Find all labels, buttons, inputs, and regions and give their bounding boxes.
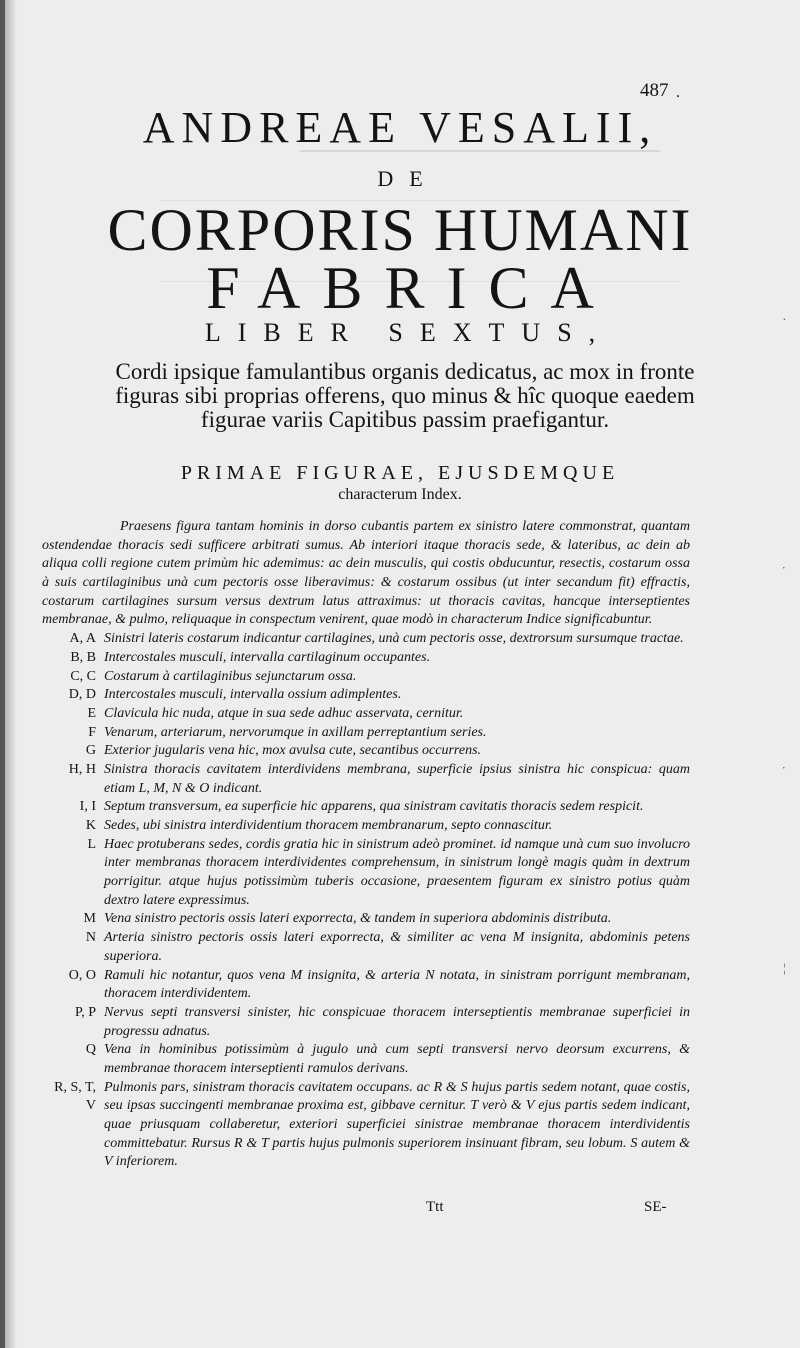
entry-key: D, D [68,687,96,703]
index-entry [42,1041,690,1078]
entry-text: Clavicula hic nuda, atque in sua sede adhuc asservata, cernitur. [104,705,464,721]
title-liber: LIBER SEXTUS, [204,318,613,347]
entry-text: Septum transversum, ea superficie hic apparens, qua sinistram cavitatis thoracis sedem respicit. [104,799,644,815]
entry-text: Nervus septi transversi sinister, hic conspicuae thoracem interseptientis membranae superficiei in progressu adnatus. [104,1004,690,1039]
entry-key: M [83,911,96,927]
page-number-mark: . [676,84,680,101]
title-main: CORPORIS HUMANI [107,197,693,263]
entry-text: Sedes, ubi sinistra interdividentium thoracem membranarum, septo connascitur. [104,818,553,833]
index-entry [42,630,690,649]
title-de: DE [377,166,439,191]
entry-key: F [88,724,96,740]
index-entry [42,668,690,687]
margin-mark: · [781,560,786,575]
index-entry [42,724,690,743]
entry-key: C, C [70,668,96,684]
entry-key: H, H [68,761,96,777]
entry-text: Arteria sinistro pectoris ossis lateri exporrecta, & similiter ac vena M insignita, abdominis petens superiora. [104,930,690,964]
intro-paragraph: Praesens figura tantam hominis in dorso cubantis partem ex sinistro latere commonstrat, quantam ostendendae thoracis sedi sufficere arbitrati sumus. Ab interiori itaque thoracis sede, & lateribus, ac dein ab aliqua colli regione cutem primùm hic ademimus: ac dein musculis, qui costis obducuntur, resectis, costarum ossa à suis cartilaginibus unà cum pectoris osse liberavimus: & costarum ossibus (ut inter secandum fit) effractis, costarum cartilagines sursum versus dextrum latus attraximus: ut thoracis cavitas, hancque interseptientes membranae, & pulmo, reliquaque in conspectum venirent, quae modò in characterum Indice significabuntur. [42,519,690,628]
entry-text: Costarum à cartilaginibus sejunctarum ossa. [104,668,357,684]
entry-text: Intercostales musculi, intervalla ossium adimplentes. [104,687,402,703]
margin-mark: . [782,308,786,323]
index-entry [42,817,690,836]
entry-key: O, O [68,967,96,983]
figure-index-heading: characterum Index. [338,486,462,503]
book-description: Cordi ipsique famulantibus organis dedicatus, ac mox in fronte figuras sibi proprias offerens, quo minus & hîc quoque eaedem figurae variis Capitibus passim praefigantur. [115,359,695,432]
entry-text: Exterior jugularis vena hic, mox avulsa cute, secantibus occurrens. [104,743,482,759]
entry-key: G [85,743,96,759]
index-entry [42,686,690,705]
index-entry [42,967,690,1004]
signature-mark: Ttt [426,1199,444,1215]
entry-text: Venarum, arteriarum, nervorumque in axillam perreptantium series. [104,724,487,740]
entry-key: I, I [79,799,96,815]
margin-mark: ¦ [783,960,786,975]
title-author: ANDREAE VESALII, [142,103,658,152]
catchword: SE- [644,1199,667,1215]
index-entry [42,929,690,966]
title-fabrica: FABRICA [206,255,616,321]
entry-text: Sinistri lateris costarum indicantur cartilagines, unà cum pectoris osse, dextrorsum sursumque tractae. [104,631,684,647]
entry-key: Q [85,1042,96,1058]
index-entry [42,798,690,817]
entry-text: Ramuli hic notantur, quos vena M insignita, & arteria N notata, in sinistram porrigunt membranam, thoracem interdividentem. [104,967,690,1002]
index-entry [42,742,690,761]
entry-key: K [85,818,96,833]
index-entry [42,649,690,668]
entry-text: Vena sinistro pectoris ossis lateri exporrecta, & tandem in superiora abdominis distributa. [104,911,612,927]
entry-text: Pulmonis pars, sinistram thoracis cavitatem occupans. ac R & S hujus partis sedem notant, quae costis, seu ipsas succingenti membranae proxima est, gibbave cernitur. T verò & V ejus partis sedem indicant, quae priusquam collaberetur, exteriori superficiei sinistrae membranae thoracem interdividentis committebatur. Rursus R & T partis hujus pulmonis superiorem insinuant fibram, seu lobum. S autem & V inferiorem. [104,1079,690,1170]
index-entry [42,761,690,798]
index-entry [42,705,690,724]
entry-text: Sinistra thoracis cavitatem interdividens membrana, superficie ipsius sinistra hic conspicua: quam etiam L, M, N & O indicant. [104,761,690,796]
entry-text: Intercostales musculi, intervalla cartilaginum occupantes. [104,649,431,665]
entry-key: N [85,930,96,946]
index-entry [42,1079,690,1172]
entry-key: R, S, T, V [54,1079,96,1114]
figure-explanation [42,518,690,1218]
entry-text: Haec protuberans sedes, cordis gratia hic in sinistrum adeò prominet. id namque unà cum suo involucro inter membranas thoracem interdividentes comprehensum, in sinistrum longè magis quàm in dextrum porrigitur. atque hujus potissimùm tuberis occasione, praesentem figuram ex sinistro potius quàm dextro latere expressimus. [104,836,690,908]
index-entry [42,1004,690,1041]
page-number: 487 [640,80,669,101]
entry-text: Vena in hominibus potissimùm à jugulo unà cum septi transversi nervo deorsum excurrens, & membranae thoracem interseptienti ramulos derivans. [104,1042,690,1076]
entry-key: E [87,705,96,721]
entry-key: A, A [69,631,96,647]
entry-key: B, B [70,649,96,665]
margin-mark: · [781,760,786,775]
entry-key: P, P [74,1004,96,1020]
index-entry [42,836,690,911]
figure-heading: PRIMAE FIGURAE, EJUSDEMQUE [180,462,620,484]
entry-key: L [87,836,96,852]
index-entry [42,910,690,929]
